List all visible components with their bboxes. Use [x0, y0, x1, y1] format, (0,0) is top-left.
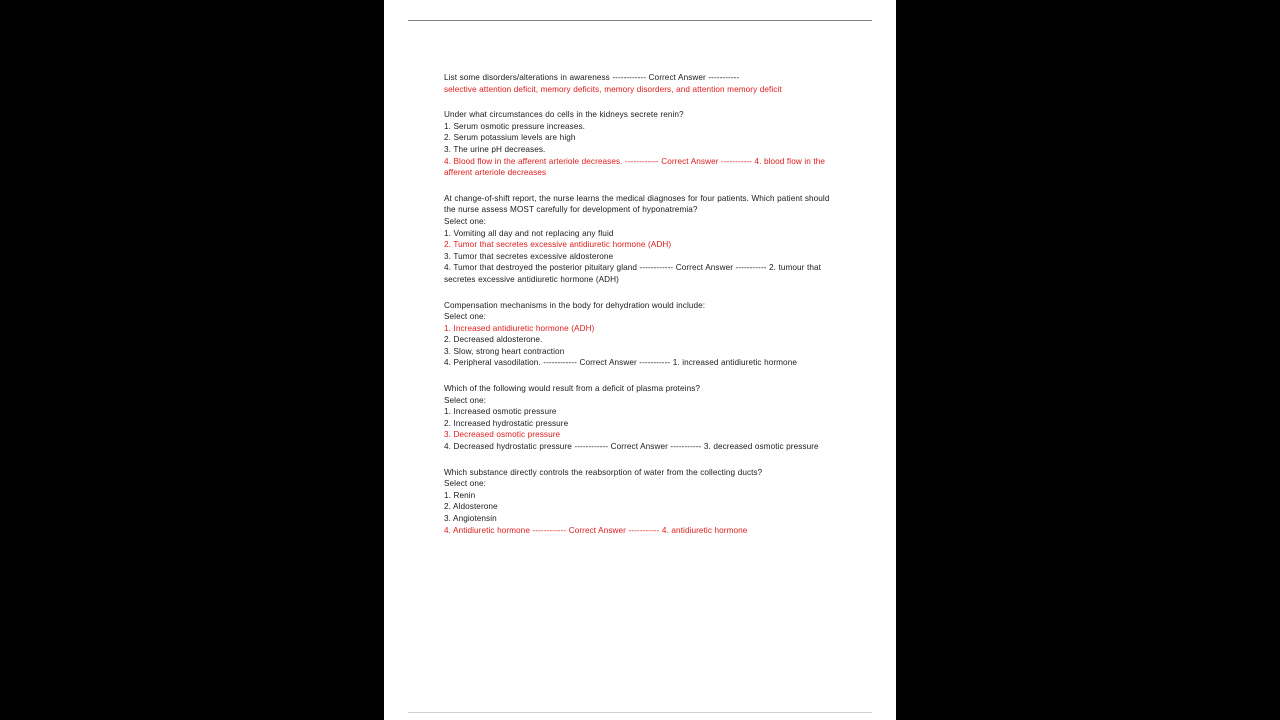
answer-line: 1. Increased antidiuretic hormone (ADH)	[444, 323, 595, 333]
answer-line: selective attention deficit, memory deficits, memory disorders, and attention memory deficit	[444, 84, 782, 94]
question-line: 1. Vomiting all day and not replacing any fluid	[444, 228, 614, 238]
question-line: 4. Tumor that destroyed the posterior pituitary gland ------------ Correct Answer ----------- 2. tumour that secretes excessive antidiuretic hormone (ADH)	[444, 263, 821, 284]
question-line: Select one:	[444, 216, 487, 226]
page-bottom-rule	[408, 712, 872, 713]
question-line: Under what circumstances do cells in the kidneys secrete renin?	[444, 110, 684, 120]
question-line: Which substance directly controls the reabsorption of water from the collecting ducts?	[444, 467, 763, 477]
question-line: 2. Aldosterone	[444, 502, 498, 512]
answer-line: 4. Antidiuretic hormone ------------ Correct Answer ----------- 4. antidiuretic hormone	[444, 525, 748, 535]
question-line: Compensation mechanisms in the body for dehydration would include:	[444, 300, 706, 310]
question-block	[444, 467, 840, 537]
question-block	[444, 193, 840, 286]
question-line: 1. Renin	[444, 490, 476, 500]
answer-line: 3. Decreased osmotic pressure	[444, 430, 561, 440]
answer-line: 4. Blood flow in the afferent arteriole decreases. ------------ Correct Answer ----------- 4. blood flow in the afferent arteriole decreases	[444, 156, 826, 178]
page-top-rule	[408, 20, 872, 21]
question-line: Select one:	[444, 312, 487, 322]
question-line: 3. The urine pH decreases.	[444, 144, 546, 154]
question-line: Select one:	[444, 479, 487, 489]
question-block	[444, 300, 840, 370]
question-line: 3. Slow, strong heart contraction	[444, 346, 565, 356]
question-line: Select one:	[444, 395, 487, 405]
question-line: 3. Tumor that secretes excessive aldosterone	[444, 251, 614, 261]
question-line: At change-of-shift report, the nurse learns the medical diagnoses for four patients. Which patient should the nurse assess MOST carefully for development of hyponatremia?	[444, 193, 830, 215]
question-line: 2. Decreased aldosterone.	[444, 335, 543, 345]
document-text-body	[444, 72, 840, 536]
question-line: 1. Increased osmotic pressure	[444, 407, 557, 417]
question-block	[444, 72, 840, 95]
question-block	[444, 383, 840, 453]
question-line: 4. Peripheral vasodilation. ------------ Correct Answer ----------- 1. increased antidiuretic hormone	[444, 358, 797, 368]
answer-line: 2. Tumor that secretes excessive antidiuretic hormone (ADH)	[444, 240, 672, 250]
document-page	[384, 0, 896, 720]
question-line: 4. Decreased hydrostatic pressure ------------ Correct Answer ----------- 3. decreased osmotic pressure	[444, 442, 819, 452]
question-line: List some disorders/alterations in awareness ------------ Correct Answer -----------	[444, 73, 740, 82]
question-line: 2. Serum potassium levels are high	[444, 133, 576, 143]
question-line: 2. Increased hydrostatic pressure	[444, 418, 569, 428]
question-line: Which of the following would result from a deficit of plasma proteins?	[444, 384, 701, 394]
question-block	[444, 109, 840, 179]
question-line: 1. Serum osmotic pressure increases.	[444, 121, 586, 131]
question-line: 3. Angiotensin	[444, 514, 497, 523]
